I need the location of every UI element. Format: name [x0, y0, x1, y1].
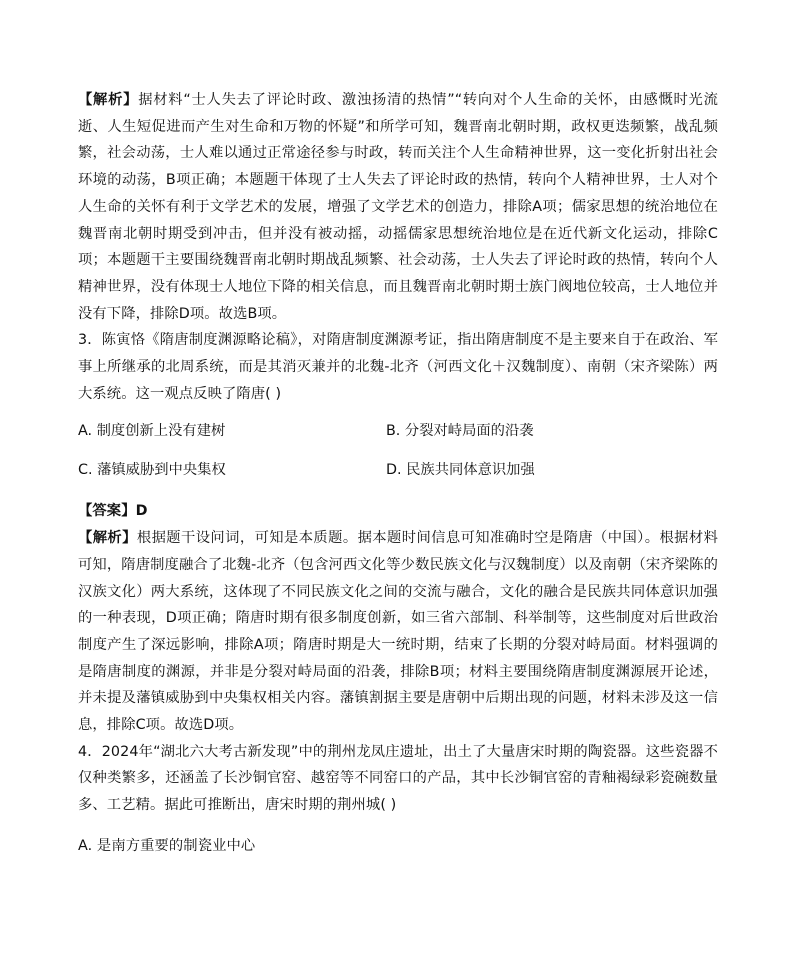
question-3-options-row2 [78, 460, 718, 480]
option-c[interactable]: C. 藩镇威胁到中央集权 [78, 462, 226, 479]
document-page [78, 87, 718, 860]
analysis-text: 据材料“士人失去了评论时政、激浊扬清的热情”“转向对个人生命的关怀，由感慨时光流逝、人生短促进而产生对生命和万物的怀疑”和所学可知，魏晋南北朝时期，政权更迭频繁，战乱频繁，社会动荡，士人难以通过正常途径参与时政，转而关注个人生命精神世界，这一变化折射出社会环境的动荡，B项正确；本题题干体现了士人失去了评论时政的热情，转向个人精神世界，士人对个人生命的关怀有利于文学艺术的发展，增强了文学艺术的创造力，排除A项；儒家思想的统治地位在魏晋南北朝时期受到冲击，但并没有被动摇，动摇儒家思想统治地位是在近代新文化运动，排除C项；本题题干主要围绕魏晋南北朝时期战乱频繁、社会动荡，士人失去了评论时政的热情，转向个人精神世界，没有体现士人地位下降的相关信息，而且魏晋南北朝时期士族门阀地位较高，士人地位并没有下降，排除D项。故选B项。 [78, 92, 719, 322]
analysis-label: 【解析】 [78, 92, 139, 108]
question-3-analysis [78, 525, 718, 739]
option-a[interactable]: A. 是南方重要的制瓷业中心 [78, 837, 256, 854]
analysis-text: 根据题干设问词，可知是本质题。据本题时间信息可知准确时空是隋唐（中国）。根据材料可知，隋唐制度融合了北魏-北齐（包含河西文化等少数民族文化与汉魏制度）以及南朝（宋齐梁陈的汉族文化）两大系统，这体现了不同民族文化之间的交流与融合，文化的融合是民族共同体意识加强的一种表现，D项正确；隋唐时期有很多制度创新，如三省六部制、科举制等，这些制度对后世政治制度产生了深远影响，排除A项；隋唐时期是大一统时期，结束了长期的分裂对峙局面。材料强调的是隋唐制度的渊源，并非是分裂对峙局面的沿袭，排除B项；材料主要围绕隋唐制度渊源展开论述，并未提及藩镇威胁到中央集权相关内容。藩镇割据主要是唐朝中后期出现的问题，材料未涉及这一信息，排除C项。故选D项。 [78, 530, 718, 734]
option-a[interactable]: A. 制度创新上没有建树 [78, 423, 226, 440]
question-4-stem: 4．2024年“湖北六大考古新发现”中的荆州龙凤庄遗址，出土了大量唐宋时期的陶瓷器。这些瓷器不仅种类繁多，还涵盖了长沙铜官窑、越窑等不同窑口的产品，其中长沙铜官窑的青釉褐绿彩瓷碗数量多、工艺精。据此可推断出，唐宋时期的荆州城( ) [78, 743, 718, 814]
q2-analysis [78, 87, 718, 327]
question-3-answer: 【答案】D [78, 503, 148, 520]
option-d[interactable]: D. 民族共同体意识加强 [386, 462, 535, 479]
question-3-options [78, 421, 718, 441]
analysis-label: 【解析】 [78, 530, 137, 547]
question-3-stem: 3．陈寅恪《隋唐制度渊源略论稿》，对隋唐制度渊源考证，指出隋唐制度不是主要来自于在政治、军事上所继承的北周系统，而是其消灭兼并的北魏-北齐（河西文化＋汉魏制度）、南朝（宋齐梁陈）两大系统。这一观点反映了隋唐( ) [78, 332, 718, 402]
option-b[interactable]: B. 分裂对峙局面的沿袭 [386, 423, 534, 440]
